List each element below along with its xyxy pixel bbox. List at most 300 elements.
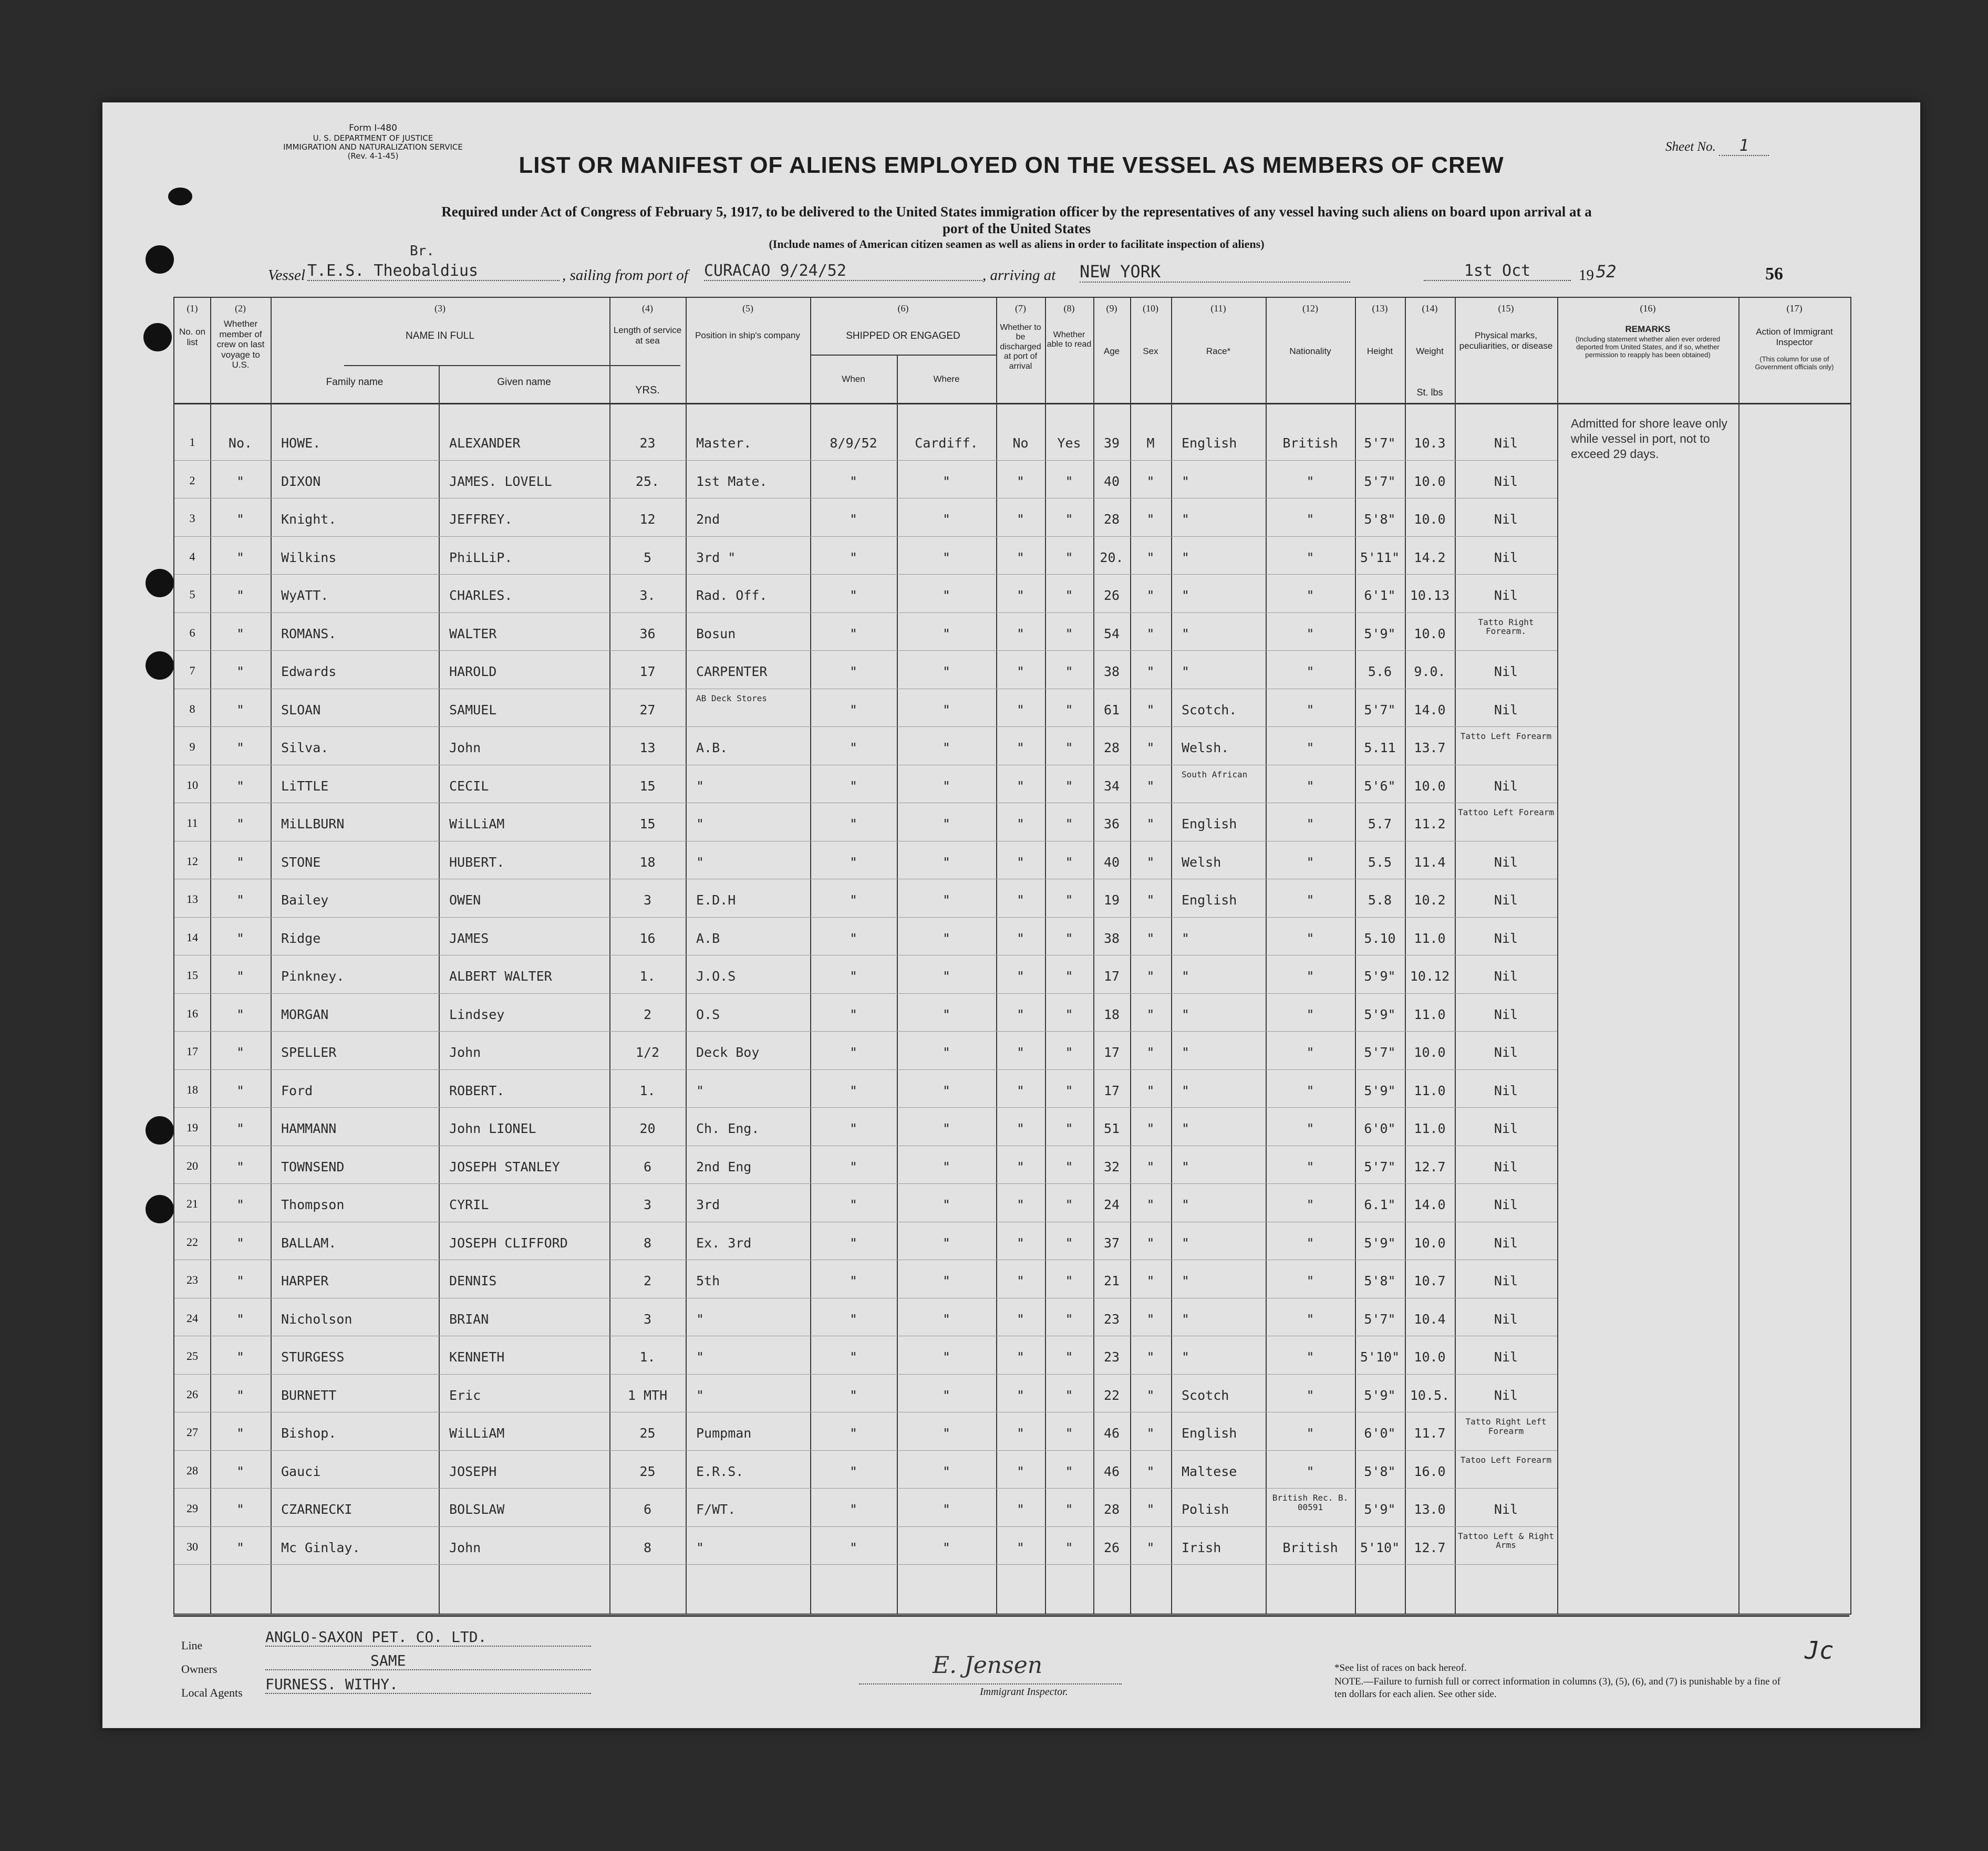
row-11-height: 5.7: [1368, 816, 1392, 831]
row-15-weight: 10.12: [1410, 969, 1450, 984]
row-7-family: Edwards: [281, 664, 337, 679]
col14-num: (14): [1422, 303, 1438, 314]
arriving-label: , arriving at: [982, 267, 1056, 284]
row-14-height: 5.10: [1364, 930, 1396, 946]
row-16-no: 16: [187, 1006, 198, 1020]
row-10-weight: 10.0: [1414, 778, 1446, 794]
row-28-when: ": [849, 1463, 858, 1479]
row-24-family: Nicholson: [281, 1311, 353, 1327]
row-22-height: 5'9": [1364, 1235, 1396, 1251]
row-17-last: ": [236, 1045, 245, 1060]
footer-agents-label: Local Agents: [181, 1686, 243, 1699]
row-2-sex: ": [1146, 473, 1155, 489]
row-17-position: Deck Boy: [696, 1045, 760, 1060]
row-30-race: Irish: [1182, 1540, 1221, 1555]
column-divider: [1557, 298, 1558, 1614]
row-29-sex: ": [1146, 1502, 1155, 1517]
row-10-age: 34: [1103, 778, 1120, 794]
row-6-marks: Tatto Right Forearm.: [1478, 617, 1534, 636]
column-divider: [1171, 298, 1172, 1614]
inspector-label: Immigrant Inspector.: [980, 1686, 1068, 1698]
row-14-where: ": [942, 930, 951, 946]
row-24-last: ": [236, 1311, 245, 1327]
row-28-sex: ": [1146, 1463, 1155, 1479]
row-22-last: ": [236, 1235, 245, 1251]
row-5-age: 26: [1103, 588, 1120, 603]
fine-note: NOTE.—Failure to furnish full or correct information in columns (3), (5), (6), and (7) is punishable by a fine of ten dollars for each alien. See other side.: [1334, 1676, 1780, 1700]
row-20-read: ": [1065, 1159, 1073, 1174]
row-13-when: ": [849, 892, 858, 908]
row-divider: [174, 726, 1557, 727]
row-3-given: JEFFREY.: [449, 512, 513, 527]
row-1-last: No.: [228, 435, 253, 451]
manifest-sheet: [102, 102, 1920, 1728]
row-17-sex: ": [1146, 1045, 1155, 1060]
row-14-marks: Nil: [1494, 930, 1518, 946]
row-21-age: 24: [1103, 1197, 1120, 1212]
row-27-read: ": [1065, 1426, 1073, 1441]
row-23-where: ": [942, 1273, 951, 1288]
row-13-weight: 10.2: [1414, 892, 1446, 908]
row-6-weight: 10.0: [1414, 626, 1446, 641]
col-shipped-engaged: SHIPPED OR ENGAGED: [846, 330, 960, 341]
row-28-no: 28: [187, 1463, 198, 1477]
row-22-nat: ": [1306, 1235, 1314, 1251]
row-divider: [174, 574, 1557, 575]
col-weight-unit: St. lbs: [1416, 387, 1443, 398]
row-5-when: ": [849, 588, 858, 603]
sailing-port: CURACAO 9/24/52: [704, 262, 982, 281]
col-action-sub: (This column for use of Government officials only): [1755, 355, 1834, 371]
row-20-sex: ": [1146, 1159, 1155, 1174]
row-11-sex: ": [1146, 816, 1155, 831]
row-5-given: CHARLES.: [449, 588, 513, 603]
row-7-marks: Nil: [1494, 664, 1518, 679]
row-23-read: ": [1065, 1273, 1073, 1288]
row-12-where: ": [942, 854, 951, 870]
row-15-disch: ": [1016, 969, 1025, 984]
row-13-height: 5.8: [1368, 892, 1392, 908]
row-15-read: ": [1065, 969, 1073, 984]
row-25-when: ": [849, 1349, 858, 1365]
row-28-service: 25: [639, 1463, 656, 1479]
punch-hole: [146, 1116, 174, 1145]
row-4-marks: Nil: [1494, 549, 1518, 565]
row-25-race: ": [1182, 1349, 1190, 1365]
row-22-given: JOSEPH CLIFFORD: [449, 1235, 568, 1251]
arrival-date: 1st Oct: [1424, 262, 1571, 281]
row-15-service: 1.: [639, 969, 656, 984]
row-18-service: 1.: [639, 1083, 656, 1098]
row-3-where: ": [942, 512, 951, 527]
row-19-when: ": [849, 1121, 858, 1136]
row-2-nat: ": [1306, 473, 1314, 489]
row-17-where: ": [942, 1045, 951, 1060]
row-1-where: Cardiff.: [915, 435, 978, 451]
row-16-where: ": [942, 1006, 951, 1022]
row-18-age: 17: [1103, 1083, 1120, 1098]
row-19-age: 51: [1103, 1121, 1120, 1136]
row-23-disch: ": [1016, 1273, 1025, 1288]
col-remarks: REMARKS: [1625, 324, 1671, 334]
row-28-position: E.R.S.: [696, 1463, 744, 1479]
row-7-disch: ": [1016, 664, 1025, 679]
row-21-race: ": [1182, 1197, 1190, 1212]
row-27-when: ": [849, 1426, 858, 1441]
row-30-when: ": [849, 1540, 858, 1555]
col-when: When: [842, 374, 865, 384]
row-29-nat: British Rec. B. 00591: [1272, 1493, 1349, 1512]
row-2-family: DIXON: [281, 473, 321, 489]
col8-num: (8): [1063, 303, 1075, 314]
remarks-stamp: Admitted for shore leave only while vessel in port, not to exceed 29 days.: [1571, 417, 1727, 461]
row-2-disch: ": [1016, 473, 1025, 489]
column-divider: [271, 298, 272, 1614]
department: U. S. DEPARTMENT OF JUSTICE: [313, 133, 433, 143]
row-18-given: ROBERT.: [449, 1083, 505, 1098]
row-6-service: 36: [639, 626, 656, 641]
row-18-position: ": [696, 1083, 705, 1098]
vessel-flag: Br.: [410, 243, 434, 259]
row-18-where: ": [942, 1083, 951, 1098]
row-30-age: 26: [1103, 1540, 1120, 1555]
row-20-service: 6: [643, 1159, 652, 1174]
row-9-family: Silva.: [281, 740, 329, 755]
row-28-marks: Tatoo Left Forearm: [1460, 1455, 1552, 1465]
row-30-where: ": [942, 1540, 951, 1555]
row-24-height: 5'7": [1364, 1311, 1396, 1327]
row-3-service: 12: [639, 512, 656, 527]
row-7-no: 7: [189, 664, 195, 677]
row-4-weight: 14.2: [1414, 549, 1446, 565]
row-23-age: 21: [1103, 1273, 1120, 1288]
row-2-no: 2: [189, 473, 195, 487]
row-9-sex: ": [1146, 740, 1155, 755]
row-5-no: 5: [189, 588, 195, 601]
punch-hole: [146, 569, 174, 597]
row-5-weight: 10.13: [1410, 588, 1450, 603]
row-11-read: ": [1065, 816, 1073, 831]
row-13-given: OWEN: [449, 892, 481, 908]
row-13-age: 19: [1103, 892, 1120, 908]
row-4-disch: ": [1016, 549, 1025, 565]
row-10-height: 5'6": [1364, 778, 1396, 794]
row-12-disch: ": [1016, 854, 1025, 870]
row-1-no: 1: [189, 435, 195, 449]
row-20-race: ": [1182, 1159, 1190, 1174]
row-21-given: CYRIL: [449, 1197, 489, 1212]
row-19-where: ": [942, 1121, 951, 1136]
row-15-where: ": [942, 969, 951, 984]
row-26-no: 26: [187, 1387, 198, 1401]
row-11-given: WiLLiAM: [449, 816, 505, 831]
row-7-last: ": [236, 664, 245, 679]
column-divider: [1093, 298, 1094, 1614]
row-14-disch: ": [1016, 930, 1025, 946]
row-16-marks: Nil: [1494, 1006, 1518, 1022]
service: IMMIGRATION AND NATURALIZATION SERVICE: [283, 142, 463, 152]
row-24-service: 3: [643, 1311, 652, 1327]
row-25-age: 23: [1103, 1349, 1120, 1365]
row-10-read: ": [1065, 778, 1073, 794]
row-8-family: SLOAN: [281, 702, 321, 717]
row-28-age: 46: [1103, 1463, 1120, 1479]
row-11-age: 36: [1103, 816, 1120, 831]
row-divider: [174, 536, 1557, 537]
col-able-to-read: Whether able to read: [1047, 330, 1092, 349]
vessel-name: T.E.S. Theobaldius: [307, 262, 560, 281]
row-3-position: 2nd: [696, 512, 720, 527]
row-27-disch: ": [1016, 1426, 1025, 1441]
row-19-position: Ch. Eng.: [696, 1121, 760, 1136]
row-19-read: ": [1065, 1121, 1073, 1136]
row-26-disch: ": [1016, 1387, 1025, 1403]
column-divider: [686, 298, 687, 1614]
row-12-given: HUBERT.: [449, 854, 505, 870]
row-12-read: ": [1065, 854, 1073, 870]
row-29-age: 28: [1103, 1502, 1120, 1517]
col-length-of-service: Length of service at sea: [613, 325, 682, 346]
col10-num: (10): [1143, 303, 1158, 314]
row-4-race: ": [1182, 549, 1190, 565]
col1-num: (1): [187, 303, 198, 314]
inspector-signature: E. Jensen: [933, 1652, 1043, 1679]
row-22-weight: 10.0: [1414, 1235, 1446, 1251]
row-1-weight: 10.3: [1414, 435, 1446, 451]
row-16-disch: ": [1016, 1006, 1025, 1022]
row-4-last: ": [236, 549, 245, 565]
row-12-marks: Nil: [1494, 854, 1518, 870]
row-2-read: ": [1065, 473, 1073, 489]
row-19-marks: Nil: [1494, 1121, 1518, 1136]
row-27-given: WiLLiAM: [449, 1426, 505, 1441]
row-18-read: ": [1065, 1083, 1073, 1098]
row-11-position: ": [696, 816, 705, 831]
row-5-last: ": [236, 588, 245, 603]
row-6-given: WALTER: [449, 626, 497, 641]
row-23-nat: ": [1306, 1273, 1314, 1288]
row-13-no: 13: [187, 892, 198, 906]
row-divider: [174, 1031, 1557, 1032]
row-29-weight: 13.0: [1414, 1502, 1446, 1517]
row-8-no: 8: [189, 702, 195, 715]
row-21-weight: 14.0: [1414, 1197, 1446, 1212]
row-10-race: South African: [1182, 769, 1248, 779]
row-30-height: 5'10": [1360, 1540, 1400, 1555]
row-8-position: AB Deck Stores: [696, 693, 767, 703]
row-29-last: ": [236, 1502, 245, 1517]
row-13-family: Bailey: [281, 892, 329, 908]
row-23-last: ": [236, 1273, 245, 1288]
row-22-read: ": [1065, 1235, 1073, 1251]
row-1-nat: British: [1282, 435, 1338, 451]
row-23-race: ": [1182, 1273, 1190, 1288]
row-24-disch: ": [1016, 1311, 1025, 1327]
row-16-position: O.S: [696, 1006, 720, 1022]
row-6-read: ": [1065, 626, 1073, 641]
row-22-age: 37: [1103, 1235, 1120, 1251]
col9-num: (9): [1106, 303, 1117, 314]
row-26-where: ": [942, 1387, 951, 1403]
row-27-weight: 11.7: [1414, 1426, 1446, 1441]
row-3-height: 5'8": [1364, 512, 1396, 527]
row-3-last: ": [236, 512, 245, 527]
row-6-height: 5'9": [1364, 626, 1396, 641]
sheet-no-label: Sheet No.: [1665, 140, 1716, 154]
row-6-last: ": [236, 626, 245, 641]
row-2-given: JAMES. LOVELL: [449, 473, 552, 489]
footer-owners-value: SAME: [265, 1652, 591, 1670]
row-21-family: Thompson: [281, 1197, 345, 1212]
row-2-service: 25.: [635, 473, 660, 489]
row-1-marks: Nil: [1494, 435, 1518, 451]
row-5-family: WyATT.: [281, 588, 329, 603]
row-6-where: ": [942, 626, 951, 641]
row-15-race: ": [1182, 969, 1190, 984]
row-14-given: JAMES: [449, 930, 489, 946]
punch-hole: [146, 651, 174, 680]
row-5-marks: Nil: [1494, 588, 1518, 603]
col3-num: (3): [434, 303, 446, 314]
row-30-sex: ": [1146, 1540, 1155, 1555]
col6-num: (6): [897, 303, 909, 314]
row-4-family: Wilkins: [281, 549, 337, 565]
row-4-where: ": [942, 549, 951, 565]
col-nationality: Nationality: [1289, 346, 1331, 356]
row-27-age: 46: [1103, 1426, 1120, 1441]
row-3-sex: ": [1146, 512, 1155, 527]
row-7-where: ": [942, 664, 951, 679]
arriving-port: NEW YORK: [1080, 262, 1350, 283]
row-9-height: 5.11: [1364, 740, 1396, 755]
row-2-position: 1st Mate.: [696, 473, 768, 489]
row-9-no: 9: [189, 740, 195, 753]
footer-owners-label: Owners: [181, 1662, 218, 1676]
include-line: (Include names of American citizen seamen as well as aliens in order to facilitate inspection of aliens): [769, 237, 1265, 251]
row-17-weight: 10.0: [1414, 1045, 1446, 1060]
row-3-when: ": [849, 512, 858, 527]
row-3-marks: Nil: [1494, 512, 1518, 527]
row-6-nat: ": [1306, 626, 1314, 641]
row-26-family: BURNETT: [281, 1387, 337, 1403]
footer-line-value: ANGLO-SAXON PET. CO. LTD.: [265, 1628, 591, 1647]
row-22-no: 22: [187, 1235, 198, 1249]
row-9-disch: ": [1016, 740, 1025, 755]
row-13-read: ": [1065, 892, 1073, 908]
row-2-race: ": [1182, 473, 1190, 489]
row-14-race: ": [1182, 930, 1190, 946]
row-1-age: 39: [1103, 435, 1120, 451]
col-position: Position in ship's company: [695, 330, 800, 340]
row-1-disch: No: [1012, 435, 1029, 451]
row-9-race: Welsh.: [1182, 740, 1229, 755]
row-12-no: 12: [187, 854, 198, 868]
row-4-age: 20.: [1100, 549, 1124, 565]
row-4-no: 4: [189, 549, 195, 563]
column-divider: [1045, 298, 1046, 1614]
row-7-given: HAROLD: [449, 664, 497, 679]
row-5-disch: ": [1016, 588, 1025, 603]
row-8-marks: Nil: [1494, 702, 1518, 717]
row-15-no: 15: [187, 969, 198, 982]
required-line-2: port of the United States: [943, 221, 1091, 237]
row-21-where: ": [942, 1197, 951, 1212]
row-12-sex: ": [1146, 854, 1155, 870]
row-25-service: 1.: [639, 1349, 656, 1365]
row-26-height: 5'9": [1364, 1387, 1396, 1403]
row-26-when: ": [849, 1387, 858, 1403]
row-24-position: ": [696, 1311, 705, 1327]
row-1-when: 8/9/52: [830, 435, 877, 451]
column-divider: [810, 298, 811, 1614]
row-1-service: 23: [639, 435, 656, 451]
row-25-disch: ": [1016, 1349, 1025, 1365]
row-15-given: ALBERT WALTER: [449, 969, 552, 984]
punch-hole: [143, 323, 172, 351]
row-17-nat: ": [1306, 1045, 1314, 1060]
column-divider: [1455, 298, 1456, 1614]
row-20-last: ": [236, 1159, 245, 1174]
punch-hole: [168, 188, 192, 205]
row-24-where: ": [942, 1311, 951, 1327]
crew-table: [173, 297, 1851, 1615]
row-29-given: BOLSLAW: [449, 1502, 505, 1517]
row-30-nat: British: [1282, 1540, 1338, 1555]
row-1-height: 5'7": [1364, 435, 1396, 451]
row-14-nat: ": [1306, 930, 1314, 946]
row-24-no: 24: [187, 1311, 198, 1325]
row-21-nat: ": [1306, 1197, 1314, 1212]
row-1-sex: M: [1146, 435, 1155, 451]
row-7-position: CARPENTER: [696, 664, 768, 679]
row-16-height: 5'9": [1364, 1006, 1396, 1022]
column-divider: [439, 365, 440, 1614]
row-27-sex: ": [1146, 1426, 1155, 1441]
row-25-nat: ": [1306, 1349, 1314, 1365]
row-19-weight: 11.0: [1414, 1121, 1446, 1136]
row-22-sex: ": [1146, 1235, 1155, 1251]
col-age: Age: [1103, 346, 1120, 356]
row-16-race: ": [1182, 1006, 1190, 1022]
punch-hole: [146, 1195, 174, 1223]
row-4-when: ": [849, 549, 858, 565]
page-number: 56: [1765, 264, 1783, 284]
row-19-family: HAMMANN: [281, 1121, 337, 1136]
col12-num: (12): [1302, 303, 1318, 314]
row-30-read: ": [1065, 1540, 1073, 1555]
row-9-position: A.B.: [696, 740, 728, 755]
row-16-sex: ": [1146, 1006, 1155, 1022]
row-divider: [174, 993, 1557, 994]
punch-hole: [146, 245, 174, 274]
column-divider: [1405, 298, 1406, 1614]
row-5-sex: ": [1146, 588, 1155, 603]
row-8-nat: ": [1306, 702, 1314, 717]
row-29-where: ": [942, 1502, 951, 1517]
page-title: LIST OR MANIFEST OF ALIENS EMPLOYED ON THE VESSEL AS MEMBERS OF CREW: [519, 152, 1504, 178]
row-23-sex: ": [1146, 1273, 1155, 1288]
col-weight: Weight: [1416, 346, 1444, 356]
row-15-age: 17: [1103, 969, 1120, 984]
row-29-marks: Nil: [1494, 1502, 1518, 1517]
row-20-family: TOWNSEND: [281, 1159, 345, 1174]
row-14-no: 14: [187, 930, 198, 944]
row-7-height: 5.6: [1368, 664, 1392, 679]
row-30-service: 8: [643, 1540, 652, 1555]
row-27-family: Bishop.: [281, 1426, 337, 1441]
row-15-when: ": [849, 969, 858, 984]
row-18-when: ": [849, 1083, 858, 1098]
